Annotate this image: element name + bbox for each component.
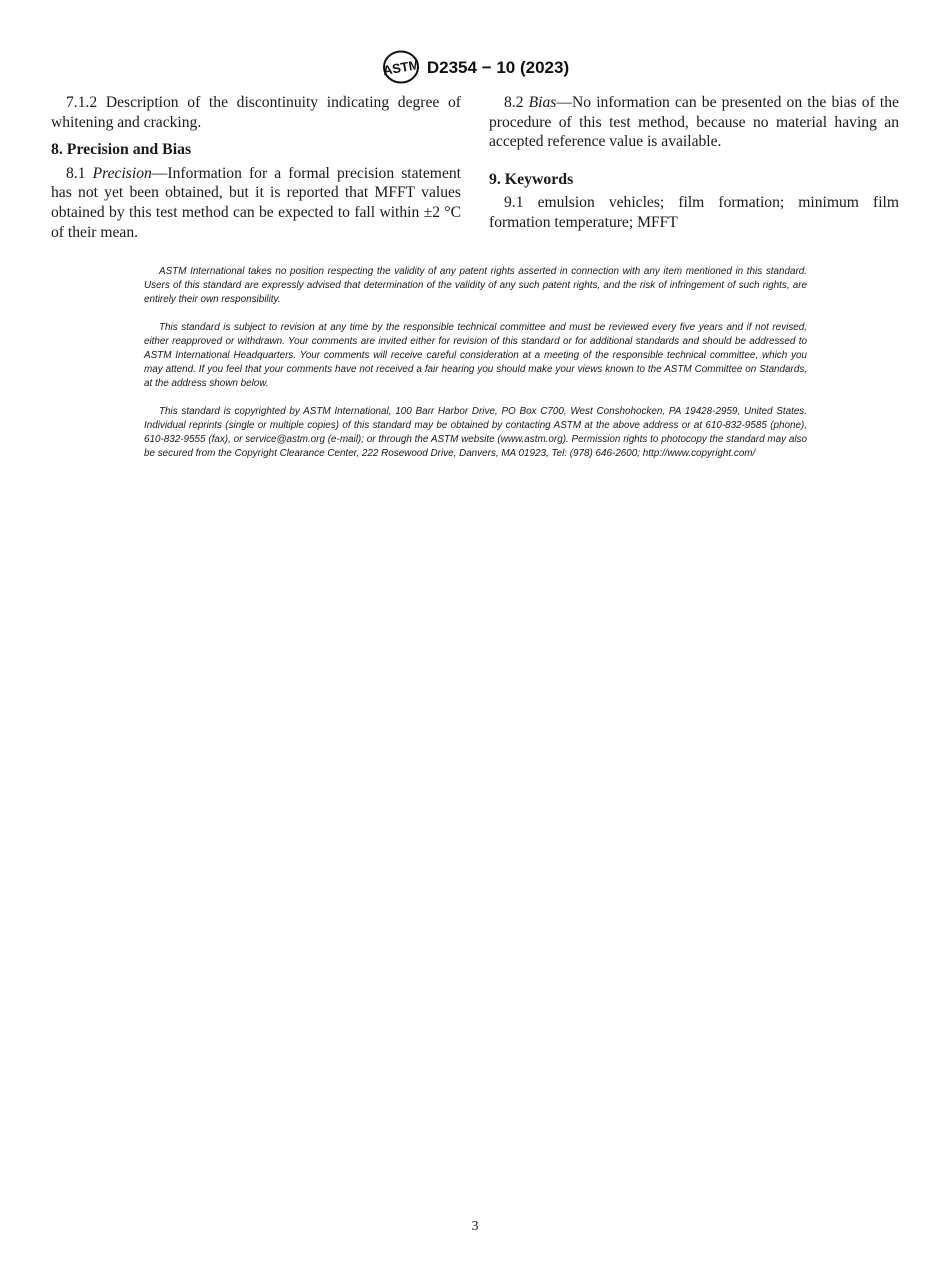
- patent-notice: ASTM International takes no position respecting the validity of any patent rights asserted in connection with any item mentioned in this standard. Users of this standard are expressly advised that determination of the validity of any such patent rights, and the risk of infringement of such rights, are entirely their own responsibility.: [144, 266, 807, 305]
- precision-term: Precision: [92, 164, 152, 182]
- paragraph-7-1-2: 7.1.2 Description of the discontinuity indicating degree of whitening and cracking.: [51, 94, 461, 131]
- standard-designation: D2354 − 10 (2023): [426, 58, 570, 77]
- paragraph-8-2-number: 8.2: [504, 94, 524, 111]
- legal-notices: [144, 265, 807, 476]
- bias-term: Bias: [528, 94, 557, 111]
- revision-notice: This standard is subject to revision at any time by the responsible technical committee and must be reviewed every five years and if not revised, either reapproved or withdrawn. Your comments are invited either for revision of this standard or for additional standards and should be addressed to ASTM International Headquarters. Your comments will receive careful consideration at a meeting of the responsible technical committee, which you may attend. If you feel that your comments have not received a fair hearing you should make your views known to the ASTM Committee on Standards, at the address shown below.: [144, 322, 807, 389]
- page-number: 3: [471, 1219, 479, 1234]
- paragraph-8-1-body: —Information for a formal precision statement has not yet been obtained, but it is reported that MFFT values obtained by this test method can be expected to fall within ±2 °C of their mean.: [51, 164, 461, 241]
- copyright-notice: This standard is copyrighted by ASTM International, 100 Barr Harbor Drive, PO Box C700, West Conshohocken, PA 19428-2959, United States. Individual reprints (single or multiple copies) of this standard may be obtained by contacting ASTM at the above address or at 610-832-9585 (phone), 610-832-9555 (fax), or service@astm.org (e-mail); or through the ASTM website (www.astm.org). Permission rights to photocopy the standard may also be secured from the Copyright Clearance Center, 222 Rosewood Drive, Danvers, MA 01923, Tel: (978) 646-2600; http://www.copyright.com/: [144, 406, 807, 459]
- paragraph-8-2: [489, 93, 899, 152]
- svg-text:ASTM: ASTM: [381, 56, 421, 79]
- page-header: [0, 50, 950, 84]
- right-column: [489, 93, 899, 233]
- left-column: [51, 93, 461, 242]
- paragraph-8-1: [51, 164, 461, 242]
- section-8-heading: 8. Precision and Bias: [51, 141, 192, 159]
- paragraph-9-1: 9.1 emulsion vehicles; film formation; minimum film formation temperature; MFFT: [489, 194, 899, 231]
- paragraph-8-2-body: —No information can be presented on the bias of the procedure of this test method, because no material having an accepted reference value is available.: [489, 94, 899, 151]
- astm-logo-icon: [381, 50, 421, 84]
- section-9-heading: 9. Keywords: [489, 170, 574, 188]
- paragraph-8-1-number: 8.1: [66, 164, 86, 182]
